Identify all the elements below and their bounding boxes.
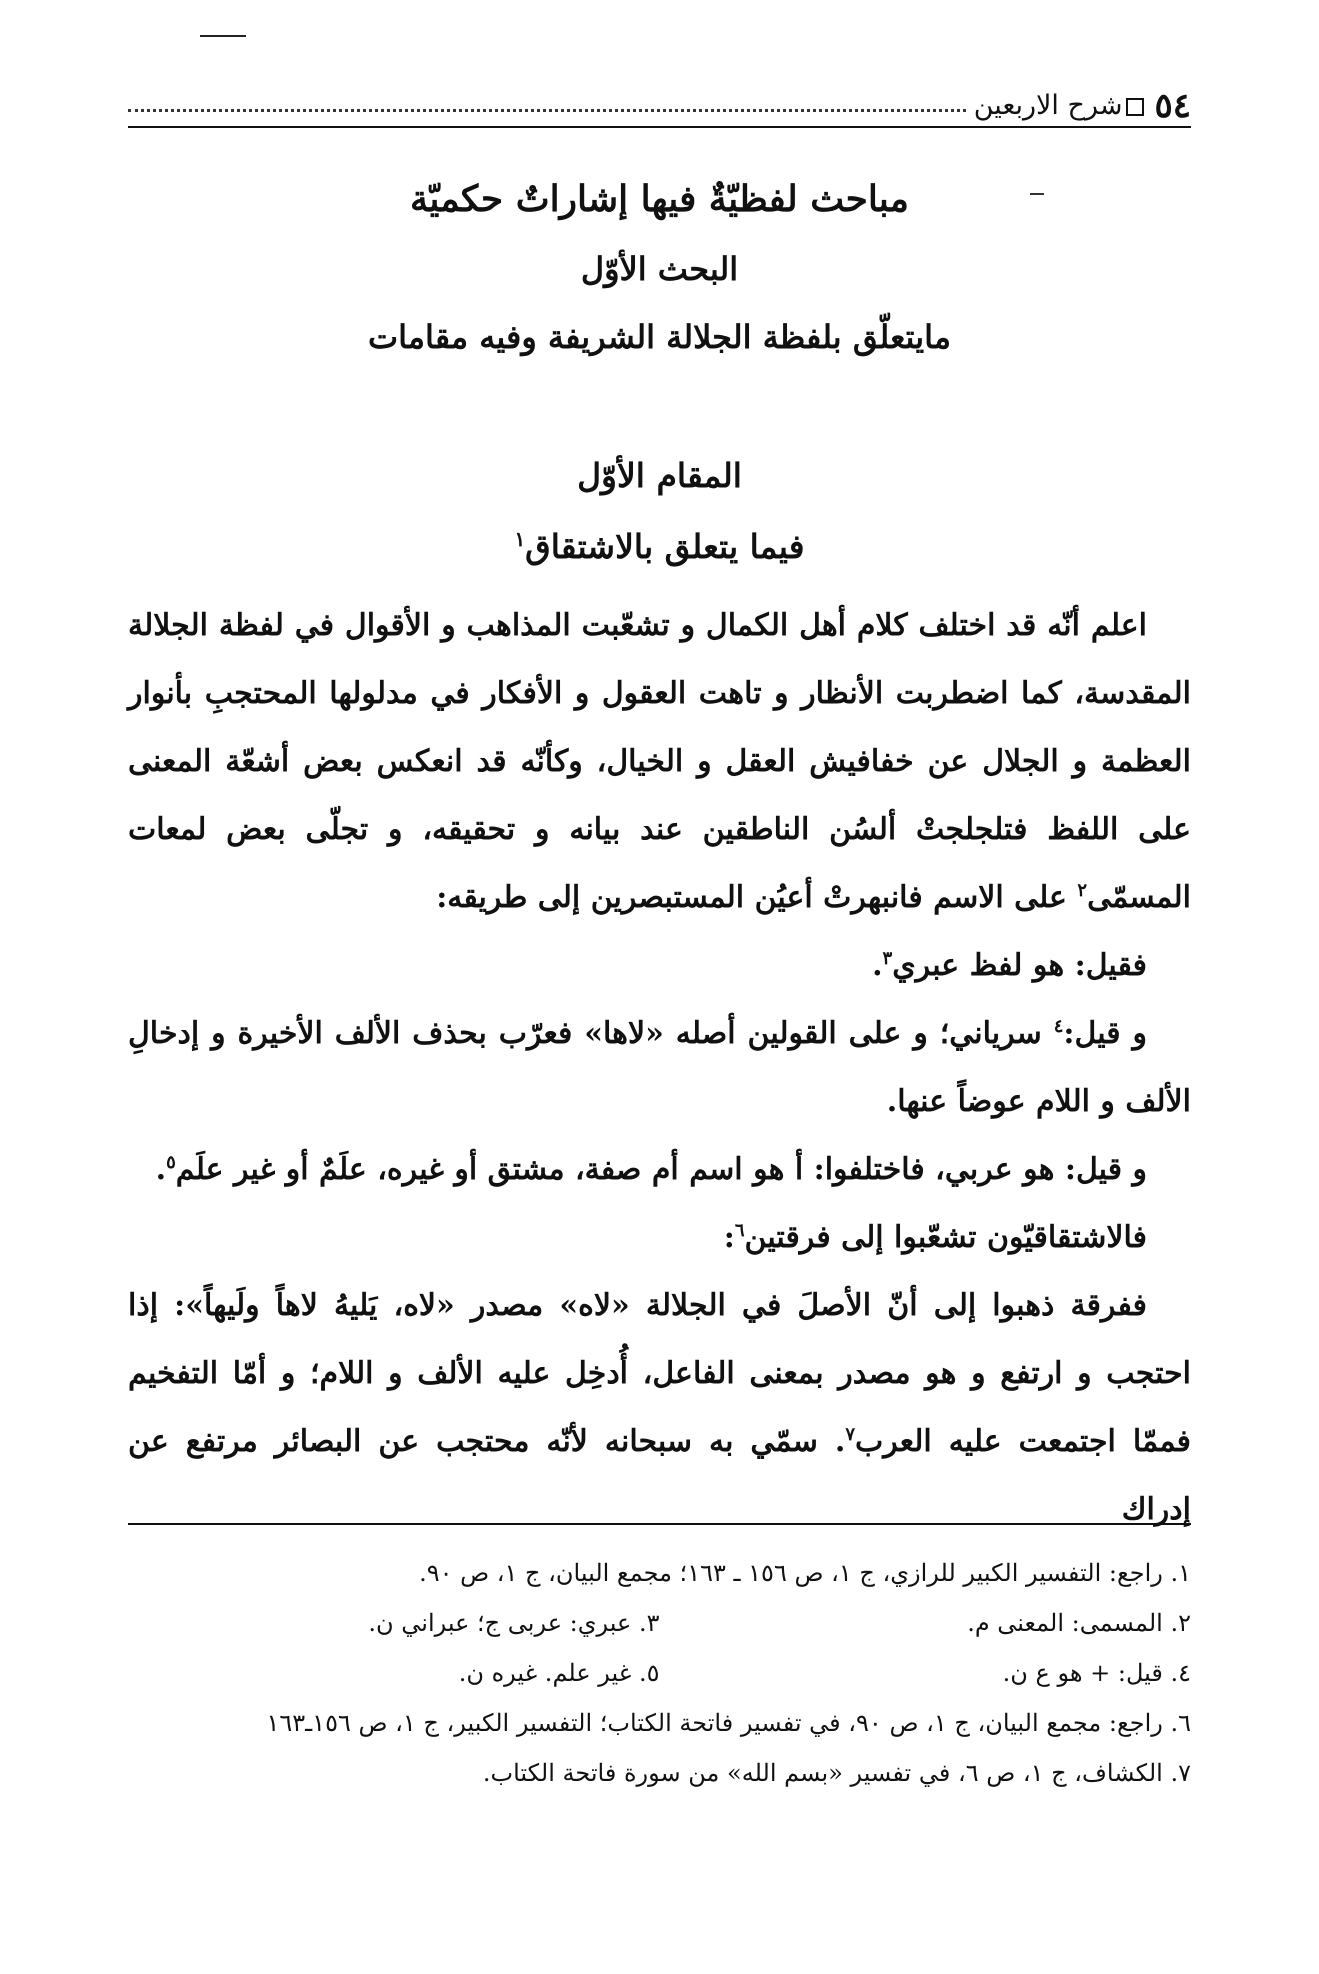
paragraph-2 <box>128 932 1191 1000</box>
footnote-1: ١. راجع: التفسير الكبير للرازي، ج ١، ص ١٥٦ ـ ١٦٣؛ مجمع البيان، ج ١، ص ٩٠. <box>419 1559 1191 1587</box>
paragraph-3-text-a: و قيل: <box>1063 1016 1147 1051</box>
body-text <box>128 592 1191 1544</box>
footnote-7: ٧. الكشاف، ج ١، ص ٦، في تفسير «بسم الله» من سورة فاتحة الكتاب. <box>482 1759 1191 1787</box>
page-number: ٥٤ <box>1154 86 1191 126</box>
footnote-ref-4: ٤ <box>1053 1016 1064 1037</box>
footnote-ref-3: ٣ <box>882 948 893 969</box>
paragraph-3-text-b: سرياني؛ و على القولين أصله «لاها» فعرّب بحذف الألف الأخيرة و إدخالِ الألف و اللام عوضاً عنها. <box>128 1016 1191 1119</box>
section-subtitle: مايتعلّق بلفظة الجلالة الشريفة وفيه مقامات <box>367 318 951 356</box>
square-ornament-icon <box>1126 98 1144 116</box>
footnote-row-4-5 <box>128 1648 1191 1698</box>
footnote-divider <box>128 1523 1191 1525</box>
header-dot-leader <box>128 109 966 112</box>
footnote-ref-1: ١ <box>514 527 526 551</box>
footnote-ref-5: ٥ <box>166 1152 176 1173</box>
main-title: مباحث لفظيّةٌ فيها إشاراتٌ حكميّة <box>410 178 909 220</box>
paragraph-4-text-a: و قيل: هو عربي، فاختلفوا: أ هو اسم أم صفة، مشتق أو غيره، علَمٌ أو غير علَم <box>175 1152 1147 1187</box>
paragraph-6-text-a: ففرقة ذهبوا إلى أنّ الأصلَ في الجلالة «لاه» مصدر «لاه، يَليهُ لاهاً ولَيهاً»: إذا احتجب و ارتفع و هو مصدر بمعنى الفاعل، أُدخِل عليه الألف و اللام؛ و أمّا التفخيم فممّا اجتمعت عليه العرب <box>128 1288 1191 1459</box>
footnote-5: ٥. غير علم. غيره ن. <box>458 1659 660 1687</box>
footnote-6: ٦. راجع: مجمع البيان، ج ١، ص ٩٠، في تفسير فاتحة الكتاب؛ التفسير الكبير، ج ١، ص ١٥٦ـ١٦٣ <box>266 1709 1191 1737</box>
paragraph-1-text-a: اعلم أنّه قد اختلف كلام أهل الكمال و تشعّبت المذاهب و الأقوال في لفظة الجلالة المقدسة، كما اضطربت الأنظار و تاهت العقول و الأفكار في مدلولها المحتجبِ بأنوار العظمة و الجلال عن خفافيش العقل و الخيال، وكأنّه قد انعكس بعض أشعّة المعنى على اللفظ فتلجلجتْ ألسُن الناطقين عند بيانه و تحقيقه، و تجلّى بعض لمعات المسمّى <box>128 608 1191 915</box>
paragraph-6 <box>128 1272 1191 1544</box>
paragraph-2-text-b: . <box>872 948 883 983</box>
footnote-ref-7: ٧ <box>845 1424 855 1445</box>
footnote-ref-2: ٢ <box>1077 880 1088 901</box>
footnote-4: ٤. قيل: + هو ع ن. <box>1002 1659 1191 1687</box>
corner-mark <box>200 35 246 37</box>
section-title: البحث الأوّل <box>580 250 739 288</box>
topic-title-text: فيما يتعلق بالاشتقاق <box>525 527 805 566</box>
paragraph-6-text-b: . سمّي به سبحانه لأنّه محتجب عن البصائر مرتفع عن إدراك <box>128 1424 1191 1527</box>
paragraph-1 <box>128 592 1191 932</box>
running-title: شرح الاربعين <box>973 90 1123 121</box>
footnotes <box>128 1548 1191 1798</box>
paragraph-3 <box>128 1000 1191 1136</box>
footnote-3: ٣. عبري: عربى ج؛ عبراني ن. <box>368 1609 660 1637</box>
maqam-title: المقام الأوّل <box>577 456 742 495</box>
paragraph-4 <box>128 1136 1191 1204</box>
paragraph-4-text-b: . <box>155 1152 167 1187</box>
footnote-ref-6: ٦ <box>734 1220 745 1241</box>
topic-title <box>120 527 1199 566</box>
running-header <box>128 82 1191 128</box>
footnote-row-2-3 <box>128 1598 1191 1648</box>
paragraph-2-text-a: فقيل: هو لفظ عبري <box>892 948 1147 983</box>
paragraph-5-text-b: : <box>723 1220 735 1255</box>
paragraph-1-text-b: على الاسم فانبهرتْ أعيُن المستبصرين إلى طريقه: <box>436 880 1067 915</box>
paragraph-5-text-a: فالاشتقاقيّون تشعّبوا إلى فرقتين <box>744 1220 1147 1255</box>
footnote-2: ٢. المسمى: المعنى م. <box>967 1609 1191 1637</box>
paragraph-5 <box>128 1204 1191 1272</box>
